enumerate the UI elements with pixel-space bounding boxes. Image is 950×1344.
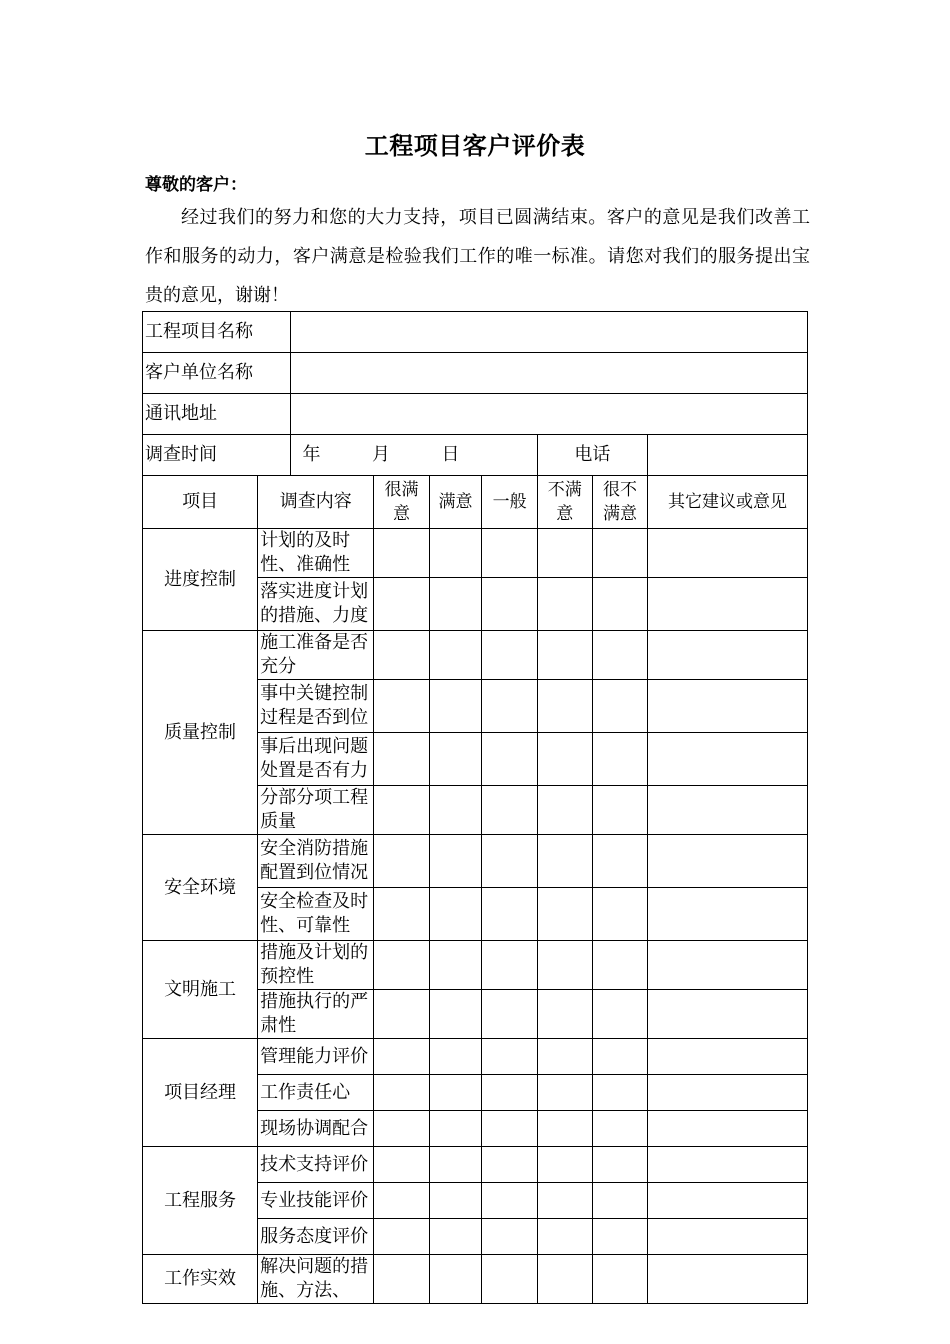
client-unit-label: 客户单位名称 — [143, 353, 291, 394]
survey-item: 管理能力评价 — [258, 1039, 374, 1075]
address-field[interactable] — [291, 394, 808, 435]
other-comment-cell[interactable] — [648, 578, 808, 631]
rating-cell-satisfied[interactable] — [429, 835, 482, 888]
section-name: 项目经理 — [143, 1039, 258, 1147]
table-row — [143, 835, 808, 888]
rating-cell-average[interactable] — [482, 1075, 537, 1111]
survey-item: 施工准备是否充分 — [258, 631, 374, 680]
section-name: 工程服务 — [143, 1147, 258, 1255]
rating-cell-very-dissatisfied[interactable] — [592, 1255, 647, 1304]
rating-cell-very-satisfied[interactable] — [374, 1111, 429, 1147]
rating-cell-dissatisfied[interactable] — [537, 1039, 592, 1075]
rating-cell-average[interactable] — [482, 733, 537, 786]
survey-item: 技术支持评价 — [258, 1147, 374, 1183]
table-row — [143, 1147, 808, 1183]
other-comment-cell[interactable] — [648, 680, 808, 733]
rating-cell-average[interactable] — [482, 529, 537, 578]
rating-cell-dissatisfied[interactable] — [537, 888, 592, 941]
table-row — [143, 1039, 808, 1075]
rating-cell-dissatisfied[interactable] — [537, 529, 592, 578]
other-comment-cell[interactable] — [648, 1111, 808, 1147]
rating-cell-very-satisfied[interactable] — [374, 1039, 429, 1075]
rating-cell-average[interactable] — [482, 835, 537, 888]
rating-cell-dissatisfied[interactable] — [537, 1183, 592, 1219]
rating-cell-very-satisfied[interactable] — [374, 1075, 429, 1111]
address-label: 通讯地址 — [143, 394, 291, 435]
rating-cell-dissatisfied[interactable] — [537, 1075, 592, 1111]
rating-cell-very-satisfied[interactable] — [374, 1183, 429, 1219]
rating-cell-very-dissatisfied[interactable] — [592, 835, 647, 888]
other-comment-cell[interactable] — [648, 1255, 808, 1304]
rating-cell-very-dissatisfied[interactable] — [592, 888, 647, 941]
rating-cell-dissatisfied[interactable] — [537, 1147, 592, 1183]
other-comment-cell[interactable] — [648, 1039, 808, 1075]
survey-time-label: 调查时间 — [143, 435, 291, 476]
rating-cell-average[interactable] — [482, 1219, 537, 1255]
rating-cell-dissatisfied[interactable] — [537, 941, 592, 990]
rating-cell-average[interactable] — [482, 786, 537, 835]
header-item: 项目 — [143, 476, 258, 529]
rating-cell-very-satisfied[interactable] — [374, 1147, 429, 1183]
rating-cell-satisfied[interactable] — [429, 1039, 482, 1075]
rating-cell-dissatisfied[interactable] — [537, 786, 592, 835]
rating-cell-very-satisfied[interactable] — [374, 888, 429, 941]
rating-cell-dissatisfied[interactable] — [537, 680, 592, 733]
survey-item: 现场协调配合 — [258, 1111, 374, 1147]
other-comment-cell[interactable] — [648, 990, 808, 1039]
survey-item: 落实进度计划的措施、力度 — [258, 578, 374, 631]
header-content: 调查内容 — [258, 476, 374, 529]
rating-cell-satisfied[interactable] — [429, 733, 482, 786]
rating-cell-very-dissatisfied[interactable] — [592, 990, 647, 1039]
other-comment-cell[interactable] — [648, 835, 808, 888]
rating-cell-very-dissatisfied[interactable] — [592, 529, 647, 578]
table-row — [143, 1255, 808, 1304]
survey-date-field[interactable] — [291, 435, 538, 476]
rating-cell-satisfied[interactable] — [429, 1219, 482, 1255]
survey-item: 事后出现问题处置是否有力 — [258, 733, 374, 786]
survey-item: 安全消防措施配置到位情况 — [258, 835, 374, 888]
phone-label: 电话 — [537, 435, 647, 476]
table-row — [143, 631, 808, 680]
rating-cell-satisfied[interactable] — [429, 1075, 482, 1111]
evaluation-form — [142, 311, 808, 1304]
rating-cell-very-dissatisfied[interactable] — [592, 578, 647, 631]
rating-cell-very-dissatisfied[interactable] — [592, 733, 647, 786]
rating-cell-satisfied[interactable] — [429, 680, 482, 733]
other-comment-cell[interactable] — [648, 733, 808, 786]
rating-cell-very-dissatisfied[interactable] — [592, 1075, 647, 1111]
rating-cell-very-dissatisfied[interactable] — [592, 1147, 647, 1183]
survey-item: 计划的及时性、准确性 — [258, 529, 374, 578]
rating-cell-satisfied[interactable] — [429, 786, 482, 835]
rating-cell-dissatisfied[interactable] — [537, 1111, 592, 1147]
rating-cell-dissatisfied[interactable] — [537, 733, 592, 786]
rating-cell-average[interactable] — [482, 990, 537, 1039]
other-comment-cell[interactable] — [648, 1219, 808, 1255]
rating-cell-dissatisfied[interactable] — [537, 990, 592, 1039]
rating-cell-very-dissatisfied[interactable] — [592, 680, 647, 733]
survey-item: 事中关键控制过程是否到位 — [258, 680, 374, 733]
other-comment-cell[interactable] — [648, 888, 808, 941]
rating-cell-very-dissatisfied[interactable] — [592, 1039, 647, 1075]
project-name-field[interactable] — [291, 312, 808, 353]
header-average: 一般 — [482, 476, 537, 529]
rating-cell-very-satisfied[interactable] — [374, 733, 429, 786]
other-comment-cell[interactable] — [648, 1075, 808, 1111]
rating-cell-satisfied[interactable] — [429, 1183, 482, 1219]
rating-cell-very-satisfied[interactable] — [374, 835, 429, 888]
survey-item: 专业技能评价 — [258, 1183, 374, 1219]
survey-item: 安全检查及时性、可靠性 — [258, 888, 374, 941]
rating-cell-very-satisfied[interactable] — [374, 786, 429, 835]
section-name: 文明施工 — [143, 941, 258, 1039]
rating-cell-satisfied[interactable] — [429, 1255, 482, 1304]
rating-cell-dissatisfied[interactable] — [537, 1255, 592, 1304]
other-comment-cell[interactable] — [648, 786, 808, 835]
survey-item: 解决问题的措施、方法、 — [258, 1255, 374, 1304]
rating-cell-very-satisfied[interactable] — [374, 1219, 429, 1255]
rating-cell-average[interactable] — [482, 631, 537, 680]
header-very-satisfied: 很满意 — [374, 476, 429, 529]
rating-cell-very-dissatisfied[interactable] — [592, 941, 647, 990]
table-row — [143, 529, 808, 578]
rating-cell-dissatisfied[interactable] — [537, 835, 592, 888]
survey-item: 分部分项工程质量 — [258, 786, 374, 835]
rating-cell-very-dissatisfied[interactable] — [592, 1183, 647, 1219]
page-title: 工程项目客户评价表 — [364, 131, 586, 160]
rating-cell-satisfied[interactable] — [429, 888, 482, 941]
rating-cell-satisfied[interactable] — [429, 990, 482, 1039]
rating-cell-satisfied[interactable] — [429, 631, 482, 680]
section-name: 质量控制 — [143, 631, 258, 835]
rating-cell-average[interactable] — [482, 578, 537, 631]
header-dissatisfied: 不满意 — [537, 476, 592, 529]
rating-cell-average[interactable] — [482, 941, 537, 990]
other-comment-cell[interactable] — [648, 529, 808, 578]
survey-item: 措施执行的严肃性 — [258, 990, 374, 1039]
rating-cell-very-dissatisfied[interactable] — [592, 631, 647, 680]
survey-item: 工作责任心 — [258, 1075, 374, 1111]
rating-cell-very-dissatisfied[interactable] — [592, 786, 647, 835]
other-comment-cell[interactable] — [648, 631, 808, 680]
rating-cell-very-dissatisfied[interactable] — [592, 1219, 647, 1255]
rating-cell-very-satisfied[interactable] — [374, 1255, 429, 1304]
other-comment-cell[interactable] — [648, 1183, 808, 1219]
rating-cell-satisfied[interactable] — [429, 529, 482, 578]
day-label: 日 — [441, 444, 460, 465]
table-row — [143, 941, 808, 990]
project-name-label: 工程项目名称 — [143, 312, 291, 353]
rating-cell-very-satisfied[interactable] — [374, 990, 429, 1039]
section-name: 安全环境 — [143, 835, 258, 941]
rating-cell-average[interactable] — [482, 1183, 537, 1219]
greeting: 尊敬的客户： — [145, 175, 247, 195]
rating-cell-very-satisfied[interactable] — [374, 529, 429, 578]
rating-cell-average[interactable] — [482, 1255, 537, 1304]
year-label: 年 — [302, 444, 321, 465]
rating-cell-average[interactable] — [482, 1147, 537, 1183]
survey-item: 措施及计划的预控性 — [258, 941, 374, 990]
rating-cell-average[interactable] — [482, 680, 537, 733]
section-name: 进度控制 — [143, 529, 258, 631]
rating-cell-average[interactable] — [482, 1111, 537, 1147]
rating-cell-average[interactable] — [482, 1039, 537, 1075]
rating-cell-very-satisfied[interactable] — [374, 578, 429, 631]
client-unit-field[interactable] — [291, 353, 808, 394]
other-comment-cell[interactable] — [648, 941, 808, 990]
rating-cell-average[interactable] — [482, 888, 537, 941]
section-name: 工作实效 — [143, 1255, 258, 1304]
header-satisfied: 满意 — [429, 476, 482, 529]
month-label: 月 — [371, 444, 390, 465]
rating-cell-dissatisfied[interactable] — [537, 578, 592, 631]
phone-field[interactable] — [648, 435, 808, 476]
rating-cell-satisfied[interactable] — [429, 1111, 482, 1147]
rating-cell-very-satisfied[interactable] — [374, 680, 429, 733]
rating-cell-very-satisfied[interactable] — [374, 631, 429, 680]
intro-paragraph: 经过我们的努力和您的大力支持，项目已圆满结束。客户的意见是我们改善工作和服务的动力，客户满意是检验我们工作的唯一标准。请您对我们的服务提出宝贵的意见，谢谢！ — [145, 207, 810, 306]
rating-cell-dissatisfied[interactable] — [537, 631, 592, 680]
header-other: 其它建议或意见 — [648, 476, 808, 529]
other-comment-cell[interactable] — [648, 1147, 808, 1183]
header-very-dissatisfied: 很不满意 — [592, 476, 647, 529]
rating-cell-satisfied[interactable] — [429, 941, 482, 990]
rating-cell-satisfied[interactable] — [429, 578, 482, 631]
survey-item: 服务态度评价 — [258, 1219, 374, 1255]
rating-cell-very-satisfied[interactable] — [374, 941, 429, 990]
rating-cell-satisfied[interactable] — [429, 1147, 482, 1183]
rating-cell-very-dissatisfied[interactable] — [592, 1111, 647, 1147]
rating-cell-dissatisfied[interactable] — [537, 1219, 592, 1255]
